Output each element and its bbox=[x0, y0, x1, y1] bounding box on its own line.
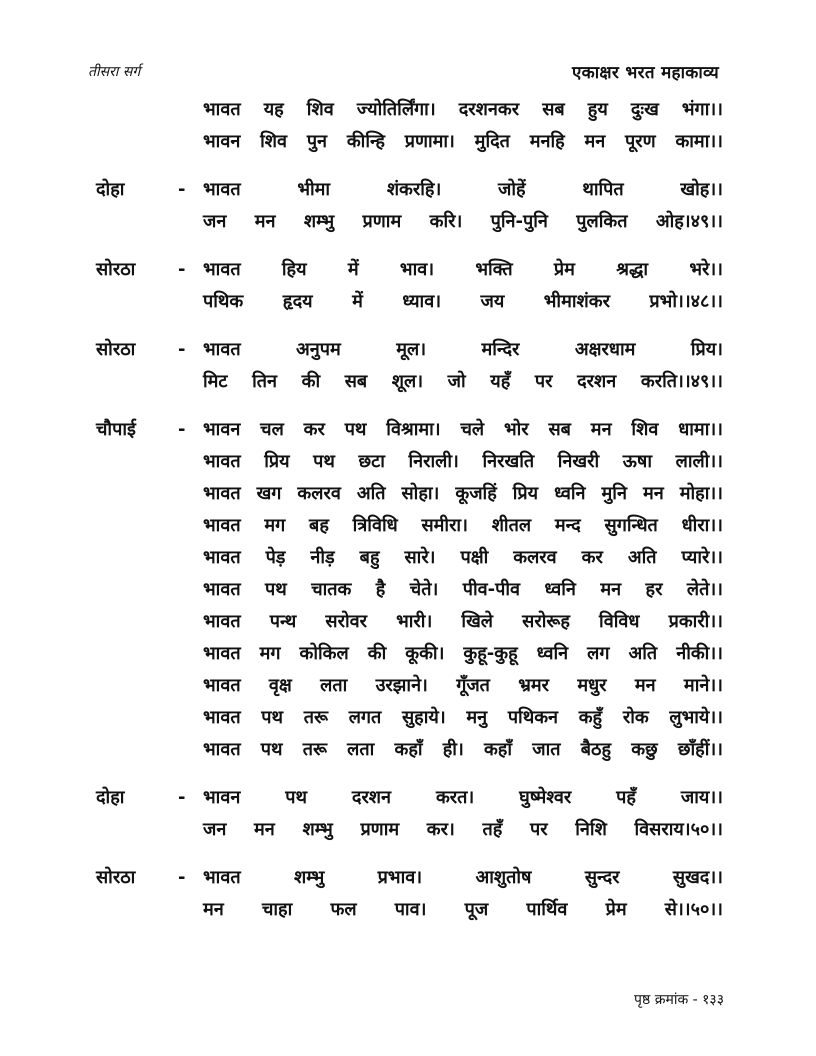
verse-line: भावत पन्थ सरोवर भारी। खिले सरोरूह विविध प्रकारी।। bbox=[203, 611, 723, 632]
running-header-chapter: तीसरा सर्ग bbox=[88, 64, 141, 80]
verse-type-label: सोरठा bbox=[96, 867, 136, 888]
verse-dash: - bbox=[178, 867, 186, 888]
verse-block bbox=[0, 94, 816, 158]
verse-line: भावत खग कलरव अति सोहा। कूजहिं प्रिय ध्वनि मुनि मन मोहा।। bbox=[203, 483, 723, 504]
verse-dash: - bbox=[178, 787, 186, 808]
verse-block bbox=[0, 174, 816, 238]
verse-line: भावन शिव पुन कीन्हि प्रणामा। मुदित मनहि मन पूरण कामा।। bbox=[203, 131, 723, 152]
verse-block bbox=[0, 862, 816, 926]
verse-block bbox=[0, 334, 816, 398]
verse-line: भावत हिय में भाव। भक्ति प्रेम श्रद्धा भरे।। bbox=[203, 259, 723, 280]
verse-line: भावत प्रिय पथ छटा निराली। निरखति निखरी ऊषा लाली।। bbox=[203, 451, 723, 472]
verse-dash: - bbox=[178, 179, 186, 200]
verse-block bbox=[0, 782, 816, 846]
verse-line: जन मन शम्भु प्रणाम करि। पुनि-पुनि पुलकित ओह।४९।। bbox=[203, 211, 723, 232]
verse-dash: - bbox=[178, 259, 186, 280]
verse-line: पथिक हृदय में ध्याव। जय भीमाशंकर प्रभो।।४८।। bbox=[203, 291, 723, 312]
verse-line: भावन पथ दरशन करत। घुष्मेश्वर पहँ जाय।। bbox=[203, 787, 723, 808]
verse-line: भावत शम्भु प्रभाव। आशुतोष सुन्दर सुखद।। bbox=[203, 867, 723, 888]
running-header-book-title: एकाक्षर भरत महाकाव्य bbox=[571, 63, 719, 83]
verse-content bbox=[0, 94, 816, 926]
verse-type-label: सोरठा bbox=[96, 259, 136, 280]
verse-line: भावत मग कोकिल की कूकी। कुहू-कुहू ध्वनि लग अति नीकी।। bbox=[203, 643, 723, 664]
verse-type-label: दोहा bbox=[96, 787, 125, 808]
verse-block bbox=[0, 254, 816, 318]
verse-line: जन मन शम्भु प्रणाम कर। तहँ पर निशि विसराय।५०।। bbox=[203, 819, 723, 840]
verse-block bbox=[0, 414, 816, 766]
verse-line: भावत पेड़ नीड़ बहु सारे। पक्षी कलरव कर अति प्यारे।। bbox=[203, 547, 723, 568]
verse-line: भावत यह शिव ज्योतिर्लिंगा। दरशनकर सब हुय दुःख भंगा।। bbox=[203, 99, 723, 120]
verse-line: मन चाहा फल पाव। पूज पार्थिव प्रेम से।।५०।। bbox=[203, 899, 723, 920]
verse-line: भावत पथ तरू लता कहाँ ही। कहाँ जात बैठहु कछु छाँहीं।। bbox=[203, 739, 723, 760]
verse-line: भावत अनुपम मूल। मन्दिर अक्षरधाम प्रिय। bbox=[203, 339, 723, 360]
verse-dash: - bbox=[178, 339, 186, 360]
verse-line: मिट तिन की सब शूल। जो यहँ पर दरशन करति।।४९।। bbox=[203, 371, 723, 392]
verse-line: भावत पथ तरू लगत सुहाये। मनु पथिकन कहुँ रोक लुभाये।। bbox=[203, 707, 723, 728]
verse-line: भावत भीमा शंकरहि। जोहें थापित खोह।। bbox=[203, 179, 723, 200]
verse-line: भावत वृक्ष लता उरझाने। गूँजत भ्रमर मधुर मन माने।। bbox=[203, 675, 723, 696]
verse-type-label: चौपाई bbox=[96, 419, 136, 440]
verse-line: भावत मग बह त्रिविधि समीरा। शीतल मन्द सुगन्धित धीरा।। bbox=[203, 515, 723, 536]
page-number: पृष्ठ क्रमांक - १३३ bbox=[634, 992, 724, 1008]
verse-line: भावन चल कर पथ विश्रामा। चले भोर सब मन शिव धामा।। bbox=[203, 419, 723, 440]
verse-dash: - bbox=[178, 419, 186, 440]
verse-type-label: दोहा bbox=[96, 179, 125, 200]
verse-line: भावत पथ चातक है चेते। पीव-पीव ध्वनि मन हर लेते।। bbox=[203, 579, 723, 600]
verse-type-label: सोरठा bbox=[96, 339, 136, 360]
